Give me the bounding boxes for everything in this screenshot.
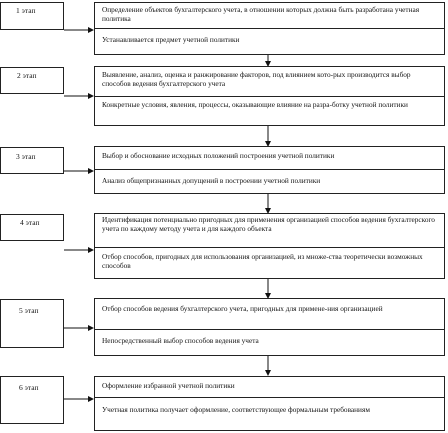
stage-4-group xyxy=(94,213,445,279)
stage-5-group xyxy=(94,298,445,356)
stage-4-step-a-text: Идентификация потенциально пригодных для применения организацией способов ведения бухгалтерского учета по каждому методу учета и для каждого объекта xyxy=(102,215,435,233)
stage-5-step-b xyxy=(95,329,444,356)
stage-3-step-b xyxy=(95,169,444,194)
stage-3-step-a-text: Выбор и обоснование исходных положений построения учетной политики xyxy=(102,151,335,160)
stage-2-step-a-text: Выявление, анализ, оценка и ранжирование факторов, под влиянием кото-рых производится выбор способов ведения бухгалтерского учета xyxy=(102,70,411,88)
stage-6-step-b-text: Учетная политика получает оформление, соответствующее формальным требованиям xyxy=(102,405,370,414)
stage-1-step-b-text: Устанавливается предмет учетной политики xyxy=(102,35,240,44)
stage-3-group xyxy=(94,146,445,194)
stage-6-label: 6 этап xyxy=(19,383,39,392)
stage-2-step-b-text: Конкретные условия, явления, процессы, оказывающие влияние на разра-ботку учетной политики xyxy=(102,100,408,109)
stage-5-label: 5 этап xyxy=(19,306,39,315)
stage-6-box xyxy=(0,376,64,424)
stage-6-step-b xyxy=(95,397,444,431)
stage-5-step-a xyxy=(95,299,444,329)
stage-6-group xyxy=(94,376,445,431)
stage-5-step-b-text: Непосредственный выбор способов ведения учета xyxy=(102,336,259,345)
stage-3-step-b-text: Анализ общепризнанных допущений в построении учетной политики xyxy=(102,176,321,185)
stage-6-step-a-text: Оформление избранной учетной политики xyxy=(102,381,235,390)
stage-2-label: 2 этап xyxy=(17,71,37,80)
stage-2-step-a xyxy=(95,67,444,96)
stage-4-step-a xyxy=(95,214,444,247)
stage-1-label: 1 этап xyxy=(16,6,36,15)
stage-4-box xyxy=(0,214,64,241)
stage-5-step-a-text: Отбор способов ведения бухгалтерского учета, пригодных для примене-ния организацией xyxy=(102,304,383,313)
stage-1-step-a-text: Определение объектов бухгалтерского учета, в отношении которых должна быть разработана учетная политика xyxy=(102,5,420,23)
stage-1-group xyxy=(94,2,445,55)
stage-4-step-b-text: Отбор способов, пригодных для использования организацией, из множе-ства теоретически возможных способов xyxy=(102,252,423,270)
stage-3-step-a xyxy=(95,147,444,169)
stage-4-label: 4 этап xyxy=(20,218,40,227)
stage-3-box xyxy=(0,147,64,174)
stage-1-step-a xyxy=(95,3,444,28)
stage-2-box xyxy=(0,67,64,94)
stage-5-box xyxy=(0,299,64,348)
stage-2-group xyxy=(94,66,445,126)
stage-6-step-a xyxy=(95,377,444,397)
stage-1-box xyxy=(0,2,64,30)
stage-3-label: 3 этап xyxy=(16,152,36,161)
stage-1-step-b xyxy=(95,28,444,55)
stage-4-step-b xyxy=(95,247,444,279)
stage-2-step-b xyxy=(95,96,444,126)
